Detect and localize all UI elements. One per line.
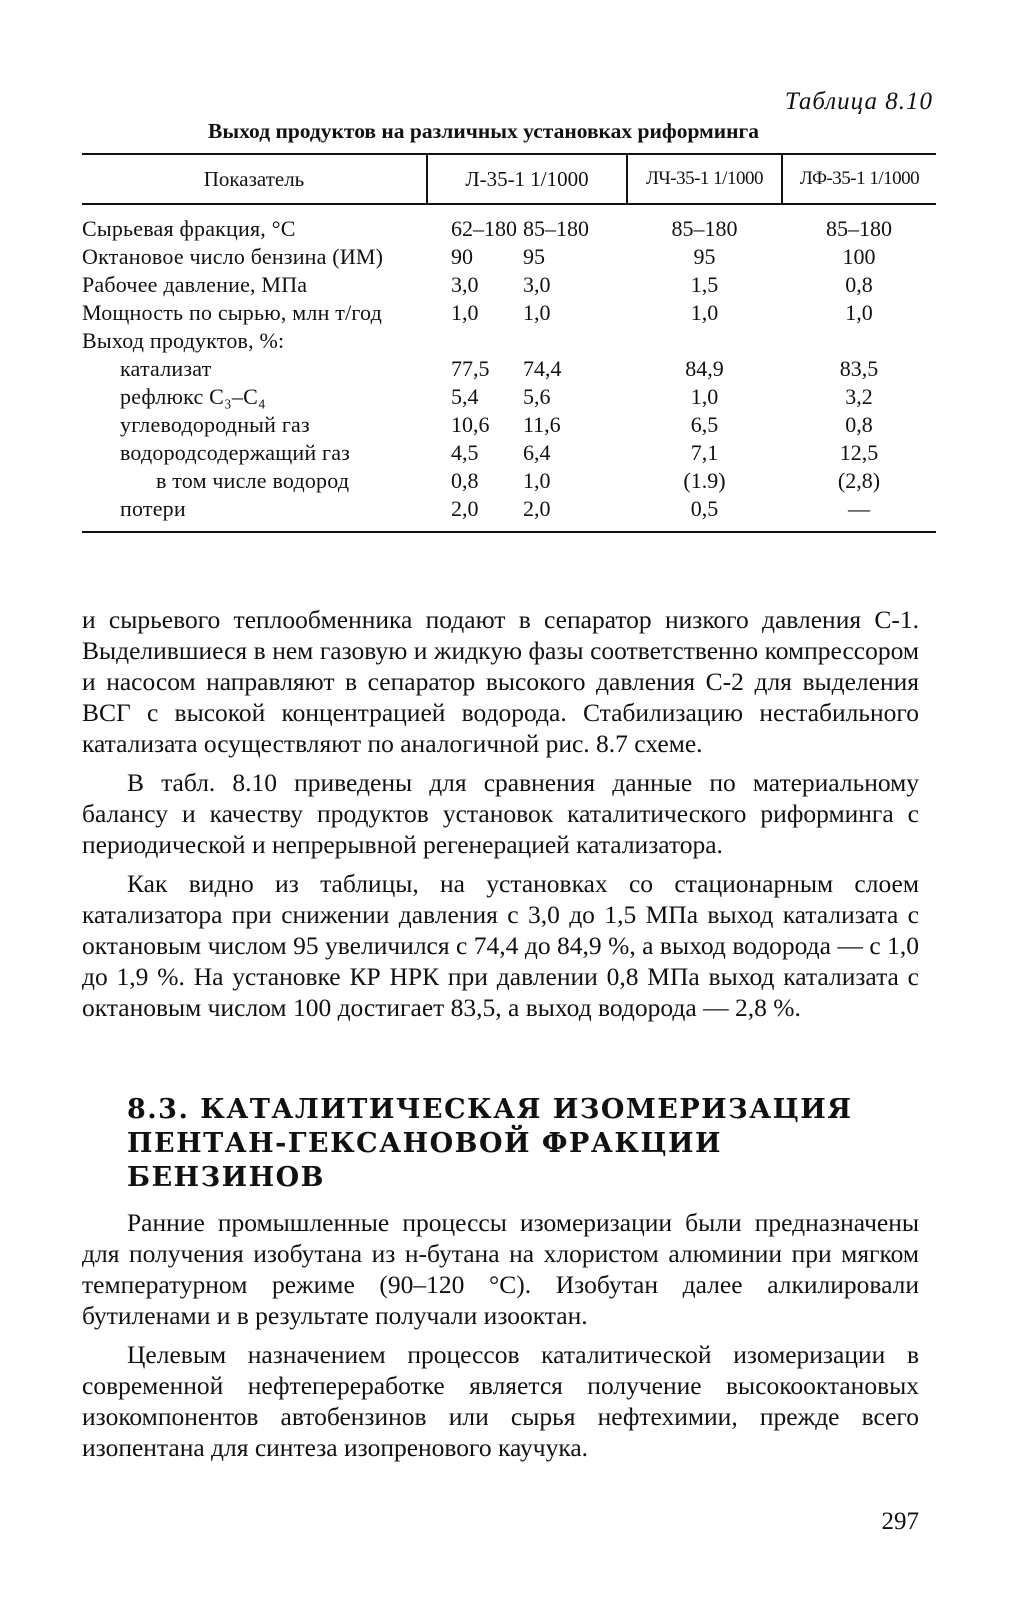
cell: 1,0 [690, 384, 719, 409]
cell: 0,5 [627, 495, 782, 532]
cell: 1,0 [845, 300, 873, 325]
cell: 0,8 [845, 272, 873, 297]
cell [517, 327, 627, 355]
cell: 85–180 [671, 216, 738, 241]
cell: 3,2 [845, 384, 873, 409]
section-heading-line-1: 8.3. КАТАЛИТИЧЕСКАЯ ИЗОМЕРИЗАЦИЯ [127, 1094, 853, 1125]
cell [782, 327, 936, 355]
table-row [82, 327, 936, 355]
cell: 0,8 [845, 412, 873, 437]
row-label: рефлюкс C₃–C₄ [120, 384, 266, 409]
cell: 6,5 [690, 412, 719, 437]
cell: 5,4 [451, 384, 479, 409]
cell: 85–180 [826, 216, 892, 241]
body-text-section-1 [82, 604, 919, 1023]
cell: 2,0 [427, 495, 517, 532]
cell: 95 [523, 244, 545, 269]
row-label: Мощность по сырью, млн т/год [82, 300, 383, 325]
cell [427, 327, 517, 355]
section-heading-line-2: ПЕНТАН-ГЕКСАНОВОЙ ФРАКЦИИ БЕНЗИНОВ [127, 1128, 723, 1193]
cell: — [782, 495, 936, 532]
yield-table [82, 153, 936, 533]
cell: 84,9 [685, 356, 724, 381]
cell: 90 [451, 244, 473, 269]
row-label: Рабочее давление, МПа [82, 272, 308, 297]
row-label: Сырьевая фракция, °С [82, 216, 296, 241]
table-row [82, 495, 936, 532]
table-row [82, 204, 936, 243]
paragraph: Как видно из таблицы, на установках со стационарным слоем катализатора при снижении давления с 3,0 до 1,5 МПа выход катализата с октановым числом 95 увеличился с 74,4 до 84,9 %, а выход водорода — с 1,0 до 1,9 %. На установке КР НРК при давлении 0,8 МПа выход катализата с октановым числом 100 достигает 83,5, а выход водорода — 2,8 %. [82, 869, 919, 1022]
cell: 74,4 [523, 356, 562, 381]
row-label: углеводородный газ [120, 412, 310, 437]
cell: 85–180 [523, 216, 589, 241]
cell: 10,6 [451, 412, 490, 437]
cell: 1,0 [523, 468, 551, 493]
section-heading [127, 1093, 927, 1195]
row-label: водородсодержащий газ [120, 440, 351, 465]
header-l35: Л-35-1 1/1000 [427, 154, 627, 204]
table-row [82, 243, 936, 271]
row-label: потери [82, 495, 427, 532]
cell: 1,0 [523, 300, 551, 325]
table-row [82, 467, 936, 495]
table-number: Таблица 8.10 [784, 88, 933, 115]
row-label: в том числе водород [156, 468, 350, 493]
header-indicator: Показатель [82, 154, 427, 204]
cell [627, 327, 782, 355]
header-lch35: ЛЧ-35-1 1/1000 [627, 154, 782, 204]
cell: 77,5 [451, 356, 490, 381]
cell: 1,0 [690, 300, 719, 325]
table-row [82, 355, 936, 383]
table-row [82, 271, 936, 299]
row-label: Октановое число бензина (ИМ) [82, 244, 384, 269]
cell: 12,5 [839, 440, 879, 465]
cell: 100 [842, 244, 876, 269]
paragraph: Целевым назначением процессов каталитической изомеризации в современной нефтепереработке является получение высокооктановых изокомпонентов автобензинов или сырья нефтехимии, прежде всего изопентана для синтеза изопренового каучука. [82, 1340, 919, 1462]
cell: 6,4 [523, 440, 551, 465]
cell: 7,1 [690, 440, 719, 465]
cell: (2,8) [837, 468, 881, 493]
header-lf35: ЛФ-35-1 1/1000 [782, 154, 936, 204]
cell: 0,8 [451, 468, 479, 493]
row-label: Выход продуктов, %: [82, 328, 285, 353]
table-row [82, 411, 936, 439]
cell: 62–180 [451, 216, 517, 241]
table-header-row [82, 154, 936, 204]
cell: (1.9) [683, 468, 726, 493]
table-row [82, 383, 936, 411]
cell: 1,0 [451, 300, 479, 325]
cell: 83,5 [839, 356, 879, 381]
table-title: Выход продуктов на различных установках риформинга [208, 119, 760, 143]
cell: 2,0 [517, 495, 627, 532]
cell: 3,0 [523, 272, 551, 297]
table-row [82, 439, 936, 467]
cell: 11,6 [523, 412, 561, 437]
cell: 5,6 [523, 384, 551, 409]
cell: 95 [693, 244, 716, 269]
paragraph: Ранние промышленные процессы изомеризации были предназначены для получения изобутана из н-бутана на хлористом алюминии при мягком температурном режиме (90–120 °С). Изобутан далее алкилировали бутиленами и в результате получали изооктан. [82, 1208, 919, 1330]
paragraph: и сырьевого теплообменника подают в сепаратор низкого давления С-1. Выделившиеся в нем газовую и жидкую фазы соответственно компрессором и насосом направляют в сепаратор высокого давления С-2 для выделения ВСГ с высокой концентрацией водорода. Стабилизацию нестабильного катализата осуществляют по аналогичной рис. 8.7 схеме. [82, 605, 919, 758]
page-number: 297 [881, 1508, 919, 1535]
body-text-section-2 [82, 1207, 919, 1463]
paragraph: В табл. 8.10 приведены для сравнения данные по материальному балансу и качеству продуктов установок каталитического риформинга с периодической и непрерывной регенерацией катализатора. [82, 768, 919, 859]
cell: 3,0 [451, 272, 479, 297]
cell: 1,5 [690, 272, 719, 297]
cell: 4,5 [451, 440, 479, 465]
row-label: катализат [120, 356, 212, 381]
table-row [82, 299, 936, 327]
